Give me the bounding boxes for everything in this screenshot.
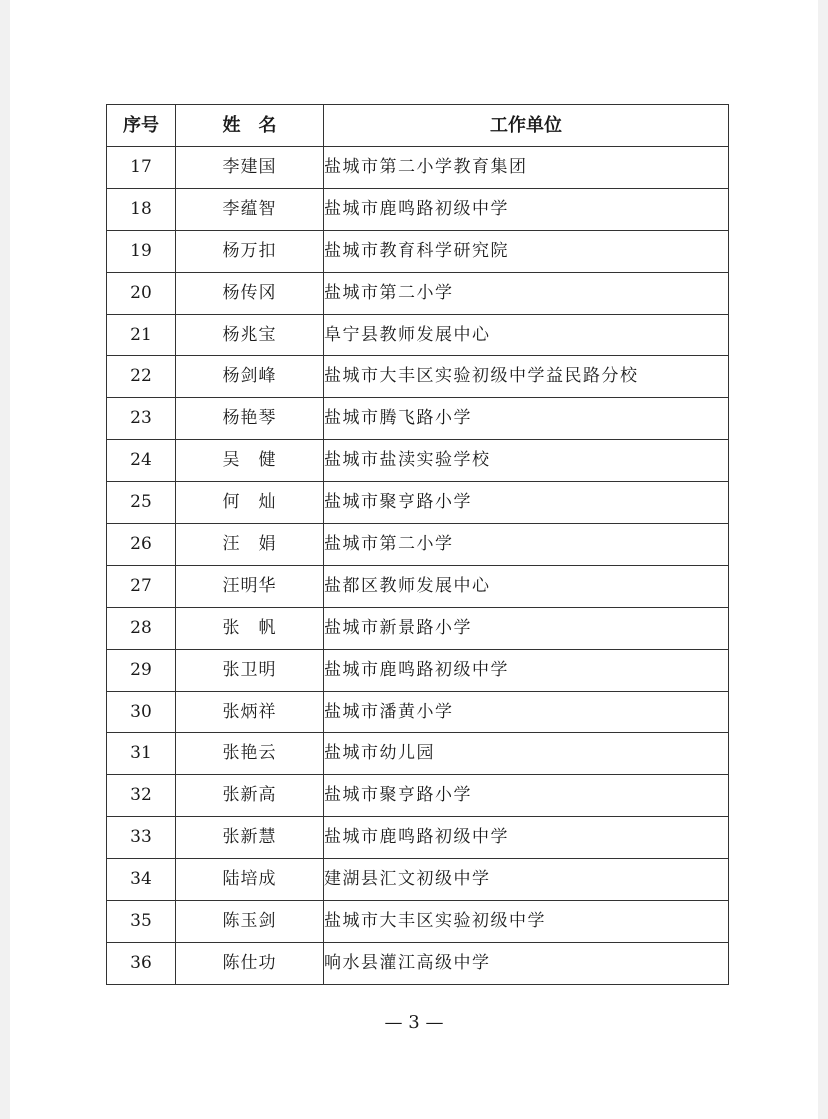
work-unit: 盐城市教育科学研究院 — [324, 230, 729, 272]
work-unit: 盐城市腾飞路小学 — [324, 398, 729, 440]
row-number: 29 — [107, 649, 176, 691]
table-body — [107, 147, 729, 985]
table-row — [107, 524, 729, 566]
work-unit: 盐城市大丰区实验初级中学 — [324, 901, 729, 943]
work-unit: 盐城市潘黄小学 — [324, 691, 729, 733]
person-name: 张新慧 — [176, 817, 324, 859]
work-unit: 响水县灌江高级中学 — [324, 942, 729, 984]
row-number: 19 — [107, 230, 176, 272]
header-number: 序号 — [107, 105, 176, 147]
person-name: 杨传冈 — [176, 272, 324, 314]
work-unit: 盐城市第二小学 — [324, 524, 729, 566]
person-name: 张艳云 — [176, 733, 324, 775]
person-name: 杨万扣 — [176, 230, 324, 272]
person-name: 张新高 — [176, 775, 324, 817]
row-number: 34 — [107, 859, 176, 901]
work-unit: 阜宁县教师发展中心 — [324, 314, 729, 356]
person-name: 杨兆宝 — [176, 314, 324, 356]
person-name: 张 帆 — [176, 607, 324, 649]
row-number: 27 — [107, 565, 176, 607]
row-number: 17 — [107, 147, 176, 189]
person-name: 杨剑峰 — [176, 356, 324, 398]
table-row — [107, 691, 729, 733]
header-name: 姓 名 — [176, 105, 324, 147]
table-row — [107, 314, 729, 356]
table-header-row — [107, 105, 729, 147]
table-row — [107, 356, 729, 398]
table-row — [107, 482, 729, 524]
table-row — [107, 188, 729, 230]
person-name: 吴 健 — [176, 440, 324, 482]
work-unit: 盐城市鹿鸣路初级中学 — [324, 817, 729, 859]
work-unit: 盐城市聚亨路小学 — [324, 482, 729, 524]
person-name: 汪明华 — [176, 565, 324, 607]
table-row — [107, 147, 729, 189]
row-number: 32 — [107, 775, 176, 817]
row-number: 21 — [107, 314, 176, 356]
person-name: 张卫明 — [176, 649, 324, 691]
person-name: 汪 娟 — [176, 524, 324, 566]
person-name: 张炳祥 — [176, 691, 324, 733]
table-row — [107, 775, 729, 817]
person-name: 陈仕功 — [176, 942, 324, 984]
table-row — [107, 565, 729, 607]
work-unit: 盐城市第二小学 — [324, 272, 729, 314]
work-unit: 盐都区教师发展中心 — [324, 565, 729, 607]
table-row — [107, 398, 729, 440]
row-number: 23 — [107, 398, 176, 440]
work-unit: 盐城市大丰区实验初级中学益民路分校 — [324, 356, 729, 398]
person-name: 李蕴智 — [176, 188, 324, 230]
table-row — [107, 272, 729, 314]
row-number: 18 — [107, 188, 176, 230]
row-number: 20 — [107, 272, 176, 314]
work-unit: 盐城市第二小学教育集团 — [324, 147, 729, 189]
table-row — [107, 230, 729, 272]
table-row — [107, 942, 729, 984]
table-row — [107, 859, 729, 901]
row-number: 36 — [107, 942, 176, 984]
person-name: 陆培成 — [176, 859, 324, 901]
work-unit: 盐城市幼儿园 — [324, 733, 729, 775]
table-row — [107, 607, 729, 649]
header-work-unit: 工作单位 — [324, 105, 729, 147]
row-number: 22 — [107, 356, 176, 398]
person-name: 何 灿 — [176, 482, 324, 524]
work-unit: 盐城市鹿鸣路初级中学 — [324, 188, 729, 230]
row-number: 31 — [107, 733, 176, 775]
person-name: 陈玉剑 — [176, 901, 324, 943]
table-row — [107, 901, 729, 943]
work-unit: 盐城市新景路小学 — [324, 607, 729, 649]
table-row — [107, 817, 729, 859]
roster-table — [106, 104, 729, 985]
document-page — [10, 0, 818, 1119]
work-unit: 盐城市盐渎实验学校 — [324, 440, 729, 482]
work-unit: 建湖县汇文初级中学 — [324, 859, 729, 901]
table-row — [107, 440, 729, 482]
row-number: 24 — [107, 440, 176, 482]
person-name: 李建国 — [176, 147, 324, 189]
row-number: 28 — [107, 607, 176, 649]
row-number: 35 — [107, 901, 176, 943]
row-number: 25 — [107, 482, 176, 524]
row-number: 26 — [107, 524, 176, 566]
table-row — [107, 733, 729, 775]
person-name: 杨艳琴 — [176, 398, 324, 440]
page-number: — 3 — — [384, 1012, 444, 1033]
work-unit: 盐城市聚亨路小学 — [324, 775, 729, 817]
row-number: 33 — [107, 817, 176, 859]
work-unit: 盐城市鹿鸣路初级中学 — [324, 649, 729, 691]
row-number: 30 — [107, 691, 176, 733]
table-row — [107, 649, 729, 691]
